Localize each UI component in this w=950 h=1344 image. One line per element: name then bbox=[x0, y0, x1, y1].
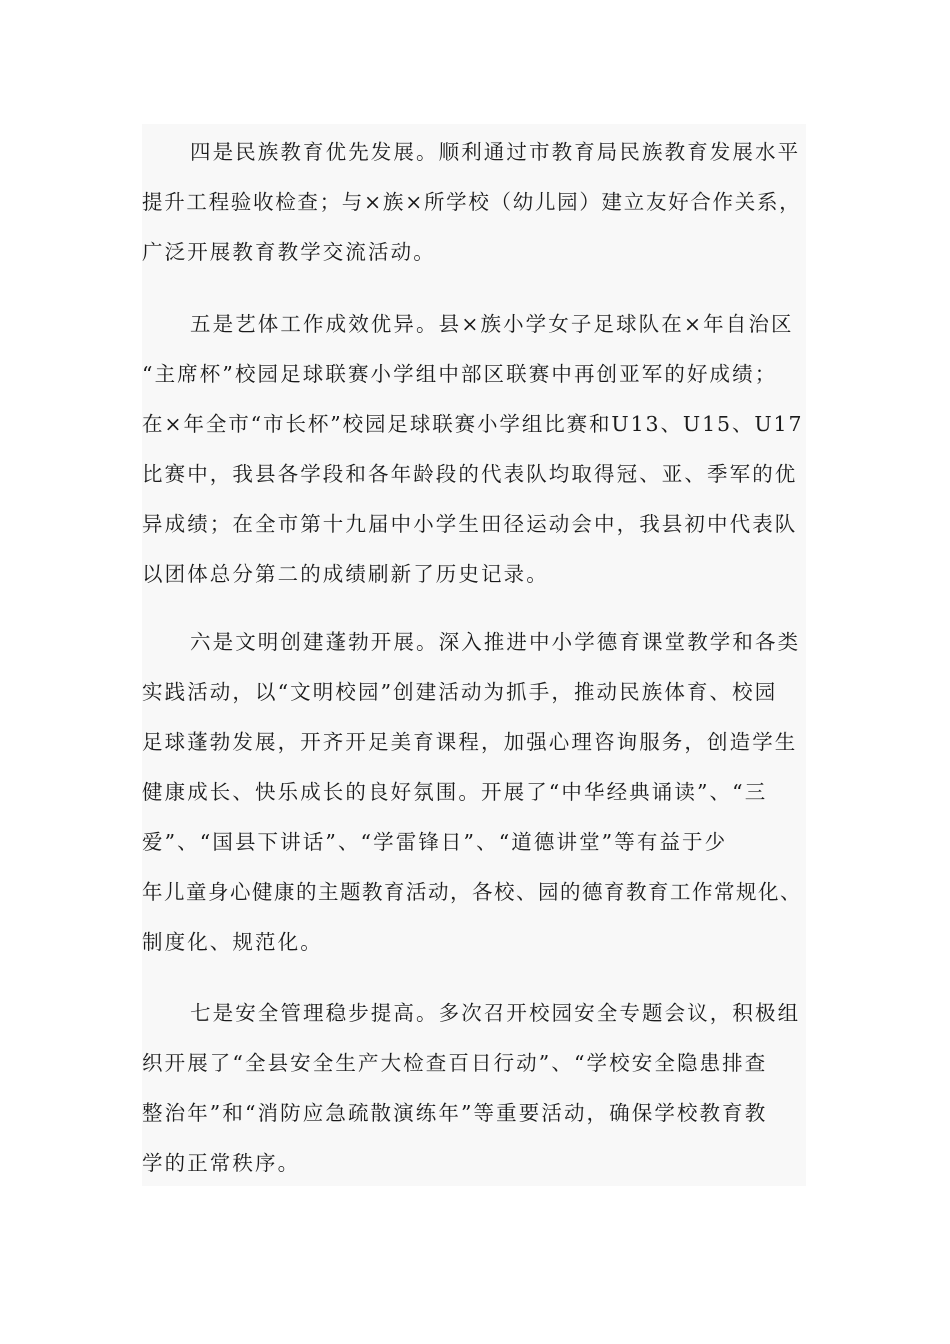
paragraph-line: 异成绩；在全市第十九届中小学生田径运动会中，我县初中代表队 bbox=[142, 512, 798, 536]
paragraph-line: 广泛开展教育教学交流活动。 bbox=[142, 240, 436, 264]
paragraph-line: 学的正常秩序。 bbox=[142, 1151, 301, 1175]
document-page bbox=[142, 124, 806, 1186]
paragraph-line: 七是安全管理稳步提高。多次召开校园安全专题会议，积极组 bbox=[190, 1001, 801, 1025]
paragraph-line: 以团体总分第二的成绩刷新了历史记录。 bbox=[142, 562, 549, 586]
paragraph-line: 六是文明创建蓬勃开展。深入推进中小学德育课堂教学和各类 bbox=[190, 630, 801, 654]
paragraph-safety bbox=[142, 988, 806, 1188]
paragraph-line: 在×年全市“市长杯”校园足球联赛小学组比赛和U13、U15、U17 bbox=[142, 412, 804, 436]
paragraph-civilization bbox=[142, 617, 806, 967]
paragraph-line: 制度化、规范化。 bbox=[142, 930, 323, 954]
paragraph-line: 年儿童身心健康的主题教育活动，各校、园的德育教育工作常规化、 bbox=[142, 880, 802, 904]
paragraph-line: 提升工程验收检查；与×族×所学校（幼儿园）建立友好合作关系， bbox=[142, 190, 802, 214]
paragraph-line: 爱”、“国县下讲话”、“学雷锋日”、“道德讲堂”等有益于少 bbox=[142, 830, 728, 854]
paragraph-line: 健康成长、快乐成长的良好氛围。开展了“中华经典诵读”、“三 bbox=[142, 780, 768, 804]
paragraph-line: 五是艺体工作成效优异。县×族小学女子足球队在×年自治区 bbox=[190, 312, 794, 336]
paragraph-ethnic-education bbox=[142, 127, 806, 277]
paragraph-line: 实践活动，以“文明校园”创建活动为抓手，推动民族体育、校园 bbox=[142, 680, 778, 704]
paragraph-line: 整治年”和“消防应急疏散演练年”等重要活动，确保学校教育教 bbox=[142, 1101, 768, 1125]
paragraph-line: 织开展了“全县安全生产大检查百日行动”、“学校安全隐患排查 bbox=[142, 1051, 768, 1075]
paragraph-line: 比赛中，我县各学段和各年龄段的代表队均取得冠、亚、季军的优 bbox=[142, 462, 798, 486]
paragraph-line: 足球蓬勃发展，开齐开足美育课程，加强心理咨询服务，创造学生 bbox=[142, 730, 798, 754]
paragraph-line: 四是民族教育优先发展。顺利通过市教育局民族教育发展水平 bbox=[190, 140, 801, 164]
paragraph-line: “主席杯”校园足球联赛小学组中部区联赛中再创亚军的好成绩； bbox=[142, 362, 778, 386]
paragraph-arts-sports bbox=[142, 299, 806, 599]
